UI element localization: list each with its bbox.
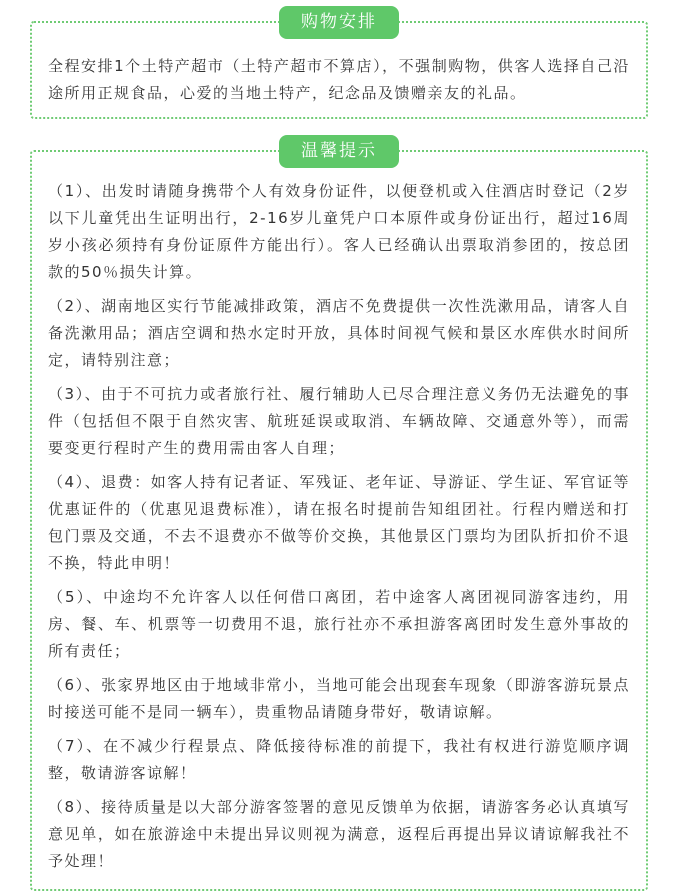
shopping-arrangement-badge: 购物安排 [279, 6, 399, 39]
warm-tips-badge: 温馨提示 [279, 135, 399, 168]
tip-item-8: （8）、接待质量是以大部分游客签署的意见反馈单为依据，请游客务必认真填写意见单，如在旅游途中未提出异议则视为满意，返程后再提出异议请谅解我社不予处理！ [48, 798, 630, 870]
shopping-arrangement-text: 全程安排1个土特产超市（土特产超市不算店），不强制购物，供客人选择自己沿途所用正规食品，心爱的当地土特产，纪念品及馈赠亲友的礼品。 [48, 57, 630, 102]
tip-item-3: （3）、由于不可抗力或者旅行社、履行辅助人已尽合理注意义务仍无法避免的事件（包括但不限于自然灾害、航班延误或取消、车辆故障、交通意外等），而需要变更行程时产生的费用需由客人自理； [48, 385, 630, 457]
tip-item-1: （1）、出发时请随身携带个人有效身份证件，以便登机或入住酒店时登记（2岁以下儿童凭出生证明出行，2-16岁儿童凭户口本原件或身份证出行，超过16周岁小孩必须持有身份证原件方能出行）。客人已经确认出票取消参团的，按总团款的50％损失计算。 [48, 182, 630, 281]
tip-item-5: （5）、中途均不允许客人以任何借口离团，若中途客人离团视同游客违约，用房、餐、车、机票等一切费用不退，旅行社亦不承担游客离团时发生意外事故的所有责任； [48, 588, 630, 660]
shopping-arrangement-section [30, 12, 648, 119]
tour-notice-page [30, 0, 648, 891]
tip-item-6: （6）、张家界地区由于地域非常小，当地可能会出现套车现象（即游客游玩景点时接送可能不是同一辆车），贵重物品请随身带好，敬请谅解。 [48, 676, 630, 721]
tip-item-2: （2）、湖南地区实行节能减排政策，酒店不免费提供一次性洗漱用品，请客人自备洗漱用品；酒店空调和热水定时开放，具体时间视气候和景区水库供水时间所定，请特别注意； [48, 297, 630, 369]
tip-item-4: （4）、退费：如客人持有记者证、军残证、老年证、导游证、学生证、军官证等优惠证件的（优惠见退费标准），请在报名时提前告知组团社。行程内赠送和打包门票及交通，不去不退费亦不做等价交换，其他景区门票均为团队折扣价不退不换，特此申明！ [48, 473, 630, 572]
tip-item-7: （7）、在不减少行程景点、降低接待标准的前提下，我社有权进行游览顺序调整，敬请游客谅解！ [48, 737, 630, 782]
warm-tips-section [30, 141, 648, 891]
